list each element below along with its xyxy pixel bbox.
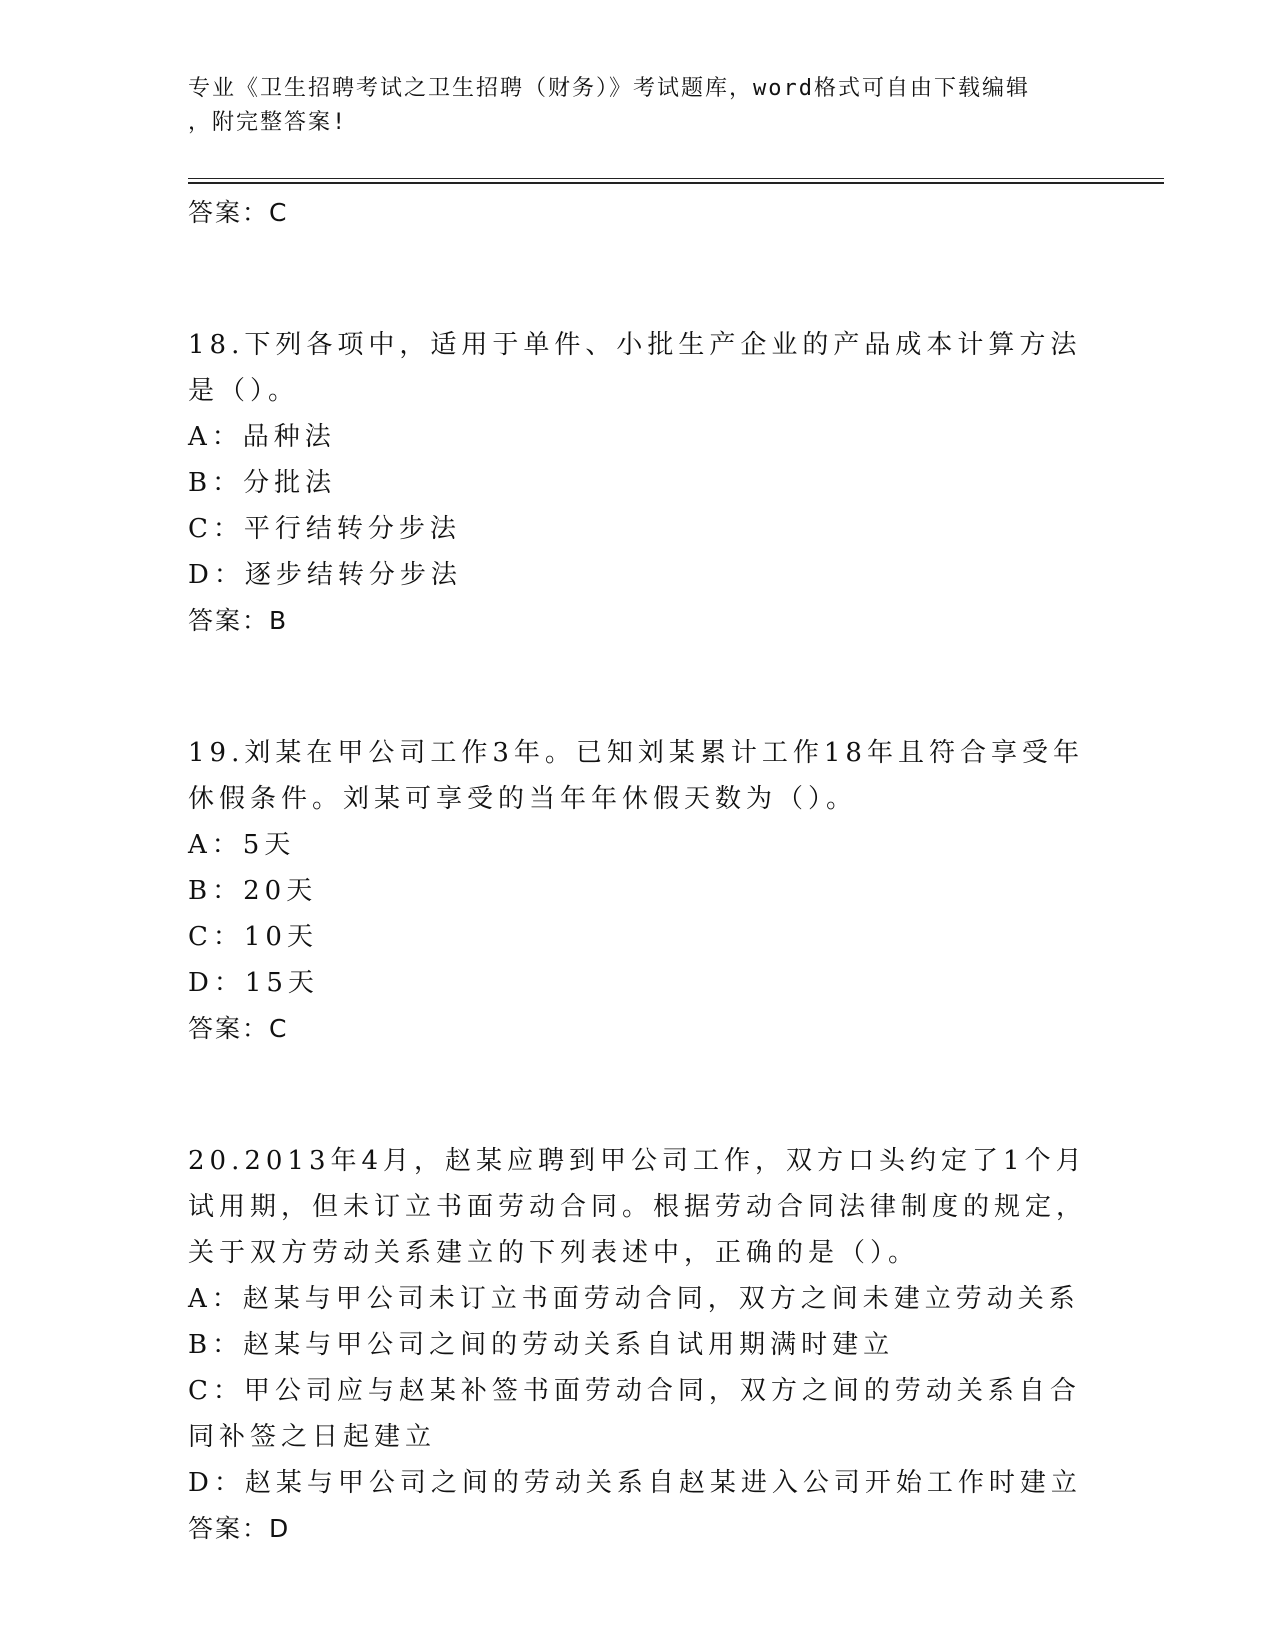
option-d: D：赵某与甲公司之间的劳动关系自赵某进入公司开始工作时建立	[188, 1468, 1082, 1498]
option-b: B：赵某与甲公司之间的劳动关系自试用期满时建立	[188, 1330, 895, 1360]
answer-line: 答案：D	[188, 1514, 291, 1543]
option-b: B：分批法	[188, 468, 337, 498]
header-line-2: ，附完整答案!	[188, 110, 348, 135]
question-list	[188, 190, 1088, 1552]
option-c: C：平行结转分步法	[188, 514, 461, 544]
option-d: D：15天	[188, 968, 319, 998]
question-19	[188, 730, 1088, 1052]
question-text: 19.刘某在甲公司工作3年。已知刘某累计工作18年且符合享受年休假条件。刘某可享受的当年年休假天数为（）。	[188, 738, 1084, 814]
question-text: 20.2013年4月，赵某应聘到甲公司工作，双方口头约定了1个月试用期，但未订立书面劳动合同。根据劳动合同法律制度的规定，关于双方劳动关系建立的下列表述中，正确的是（）。	[188, 1146, 1088, 1268]
question-text: 18.下列各项中，适用于单件、小批生产企业的产品成本计算方法是（）。	[188, 330, 1082, 406]
option-c: C：甲公司应与赵某补签书面劳动合同，双方之间的劳动关系自合同补签之日起建立	[188, 1376, 1081, 1452]
option-a: A：品种法	[188, 422, 336, 452]
page-header	[188, 72, 1088, 140]
answer-line: 答案：C	[188, 198, 289, 227]
answer-line: 答案：C	[188, 1014, 289, 1043]
header-divider-thin	[188, 178, 1164, 179]
question-20	[188, 1138, 1088, 1552]
header-divider-thick	[188, 182, 1164, 184]
option-c: C：10天	[188, 922, 318, 952]
option-a: A：5天	[188, 830, 296, 860]
header-line-1: 专业《卫生招聘考试之卫生招聘（财务）》考试题库，word格式可自由下载编辑	[188, 76, 1030, 101]
answer-line: 答案：B	[188, 606, 289, 635]
question-18	[188, 322, 1088, 644]
option-d: D：逐步结转分步法	[188, 560, 462, 590]
option-a: A：赵某与甲公司未订立书面劳动合同，双方之间未建立劳动关系	[188, 1284, 1080, 1314]
option-b: B：20天	[188, 876, 318, 906]
